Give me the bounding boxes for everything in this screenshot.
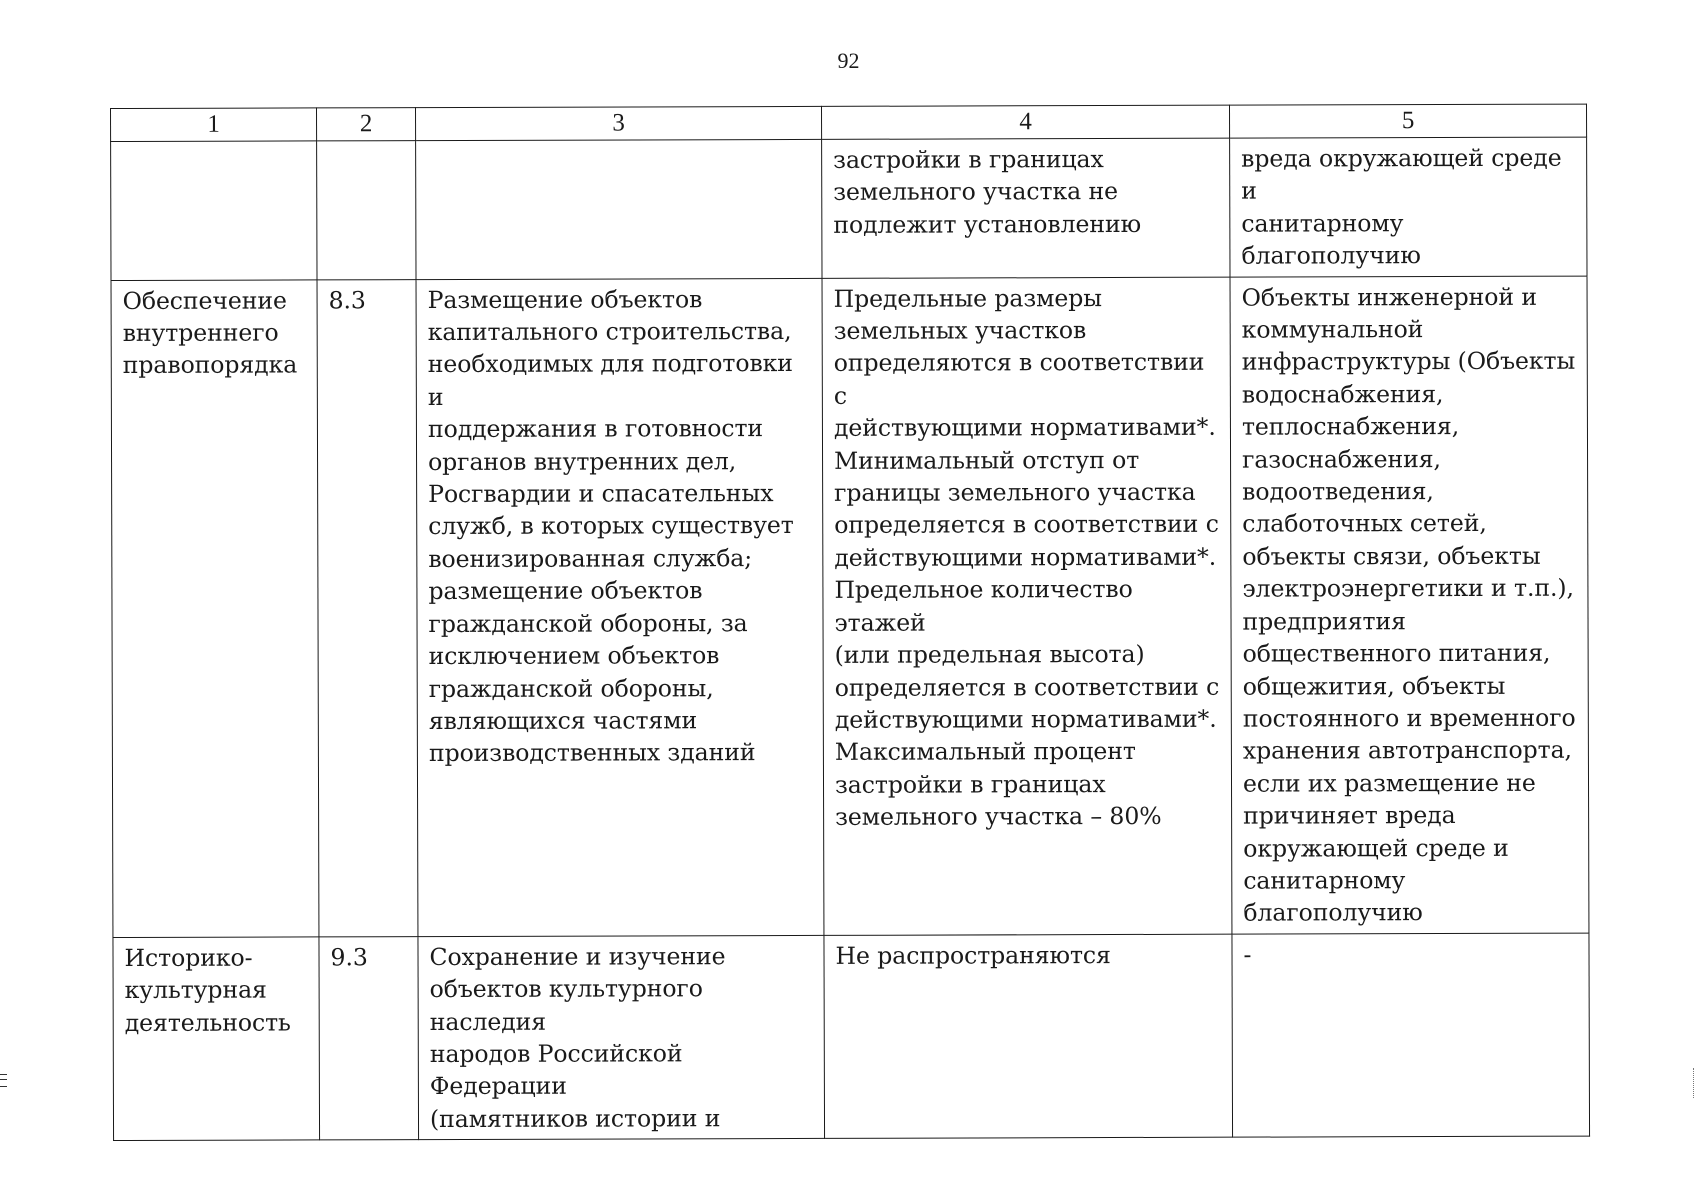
cell-auxiliary-text: - — [1243, 940, 1252, 969]
cell-description — [416, 278, 824, 936]
scan-edge-mark — [0, 1074, 7, 1087]
scan-edge-mark-right — [1693, 1068, 1697, 1098]
cell-name — [113, 937, 320, 1141]
cell-code-text — [317, 141, 415, 149]
cell-name — [111, 141, 317, 280]
cell-auxiliary-text: Объекты инженерной и коммунальной инфраструктуры (Объекты водоснабжения, теплоснабжения, газоснабжения, водоотведения, слаботочных сетей, объекты связи, объекты электроэнергетики и т.п.), предприятия общественного питания, общежития, объекты постоянного и временного хранения автотранспорта, если их размещение не причиняет вреда окружающей среде и санитарному благополучию — [1241, 282, 1576, 927]
cell-parameters-text: Не распространяются — [835, 940, 1111, 970]
table-row — [111, 137, 1587, 280]
cell-code-text: 8.3 — [328, 285, 366, 314]
cell-code — [319, 936, 419, 1140]
cell-parameters — [822, 138, 1230, 278]
column-header-4: 4 — [821, 105, 1229, 139]
cell-name-text: Обеспечение внутреннего правопорядка — [122, 286, 298, 380]
cell-description-text — [416, 140, 821, 149]
cell-description — [418, 935, 825, 1140]
cell-auxiliary — [1230, 137, 1587, 277]
cell-auxiliary-text: вреда окружающей среде и санитарному благополучию — [1241, 143, 1562, 270]
cell-code — [317, 279, 418, 936]
cell-name — [111, 280, 319, 938]
cell-parameters — [822, 277, 1232, 935]
cell-name-text: Историко- культурная деятельность — [124, 943, 291, 1037]
cell-auxiliary — [1230, 276, 1589, 934]
cell-code — [317, 141, 416, 280]
cell-parameters-text: застройки в границах земельного участка не подлежит установлению — [833, 145, 1142, 239]
table-header-row — [111, 104, 1587, 141]
cell-auxiliary — [1232, 933, 1590, 1137]
column-header-1: 1 — [111, 108, 317, 142]
table-row — [113, 933, 1590, 1141]
page-number: 92 — [837, 48, 860, 73]
cell-name-text — [111, 141, 316, 150]
column-header-2: 2 — [317, 108, 416, 141]
column-header-5: 5 — [1229, 104, 1586, 138]
cell-description-text: Сохранение и изучение объектов культурного наследия народов Российской Федерации (памятников истории и — [429, 941, 726, 1133]
land-use-table — [110, 104, 1590, 1142]
cell-parameters — [824, 934, 1233, 1139]
cell-description — [416, 139, 822, 279]
table-row — [111, 276, 1589, 938]
cell-parameters-text: Предельные размеры земельных участков определяются в соответствии с действующими нормативами*. Минимальный отступ от границы земельного участка определяется в соответствии с действующими нормативами*. Предельное количество этажей (или предельная высота) определяется в соответствии с действующими нормативами*. Максимальный процент застройки в границах земельного участка – 80% — [833, 283, 1220, 831]
cell-code-text: 9.3 — [330, 942, 368, 972]
column-header-3: 3 — [416, 106, 822, 140]
cell-description-text: Размещение объектов капитального строительства, необходимых для подготовки и поддержания в готовности органов внутренних дел, Росгвардии и спасательных служб, в которых существует военизированная служба; размещение объектов гражданской обороны, за исключением объектов гражданской обороны, являющихся частями производственных зданий — [427, 284, 794, 768]
